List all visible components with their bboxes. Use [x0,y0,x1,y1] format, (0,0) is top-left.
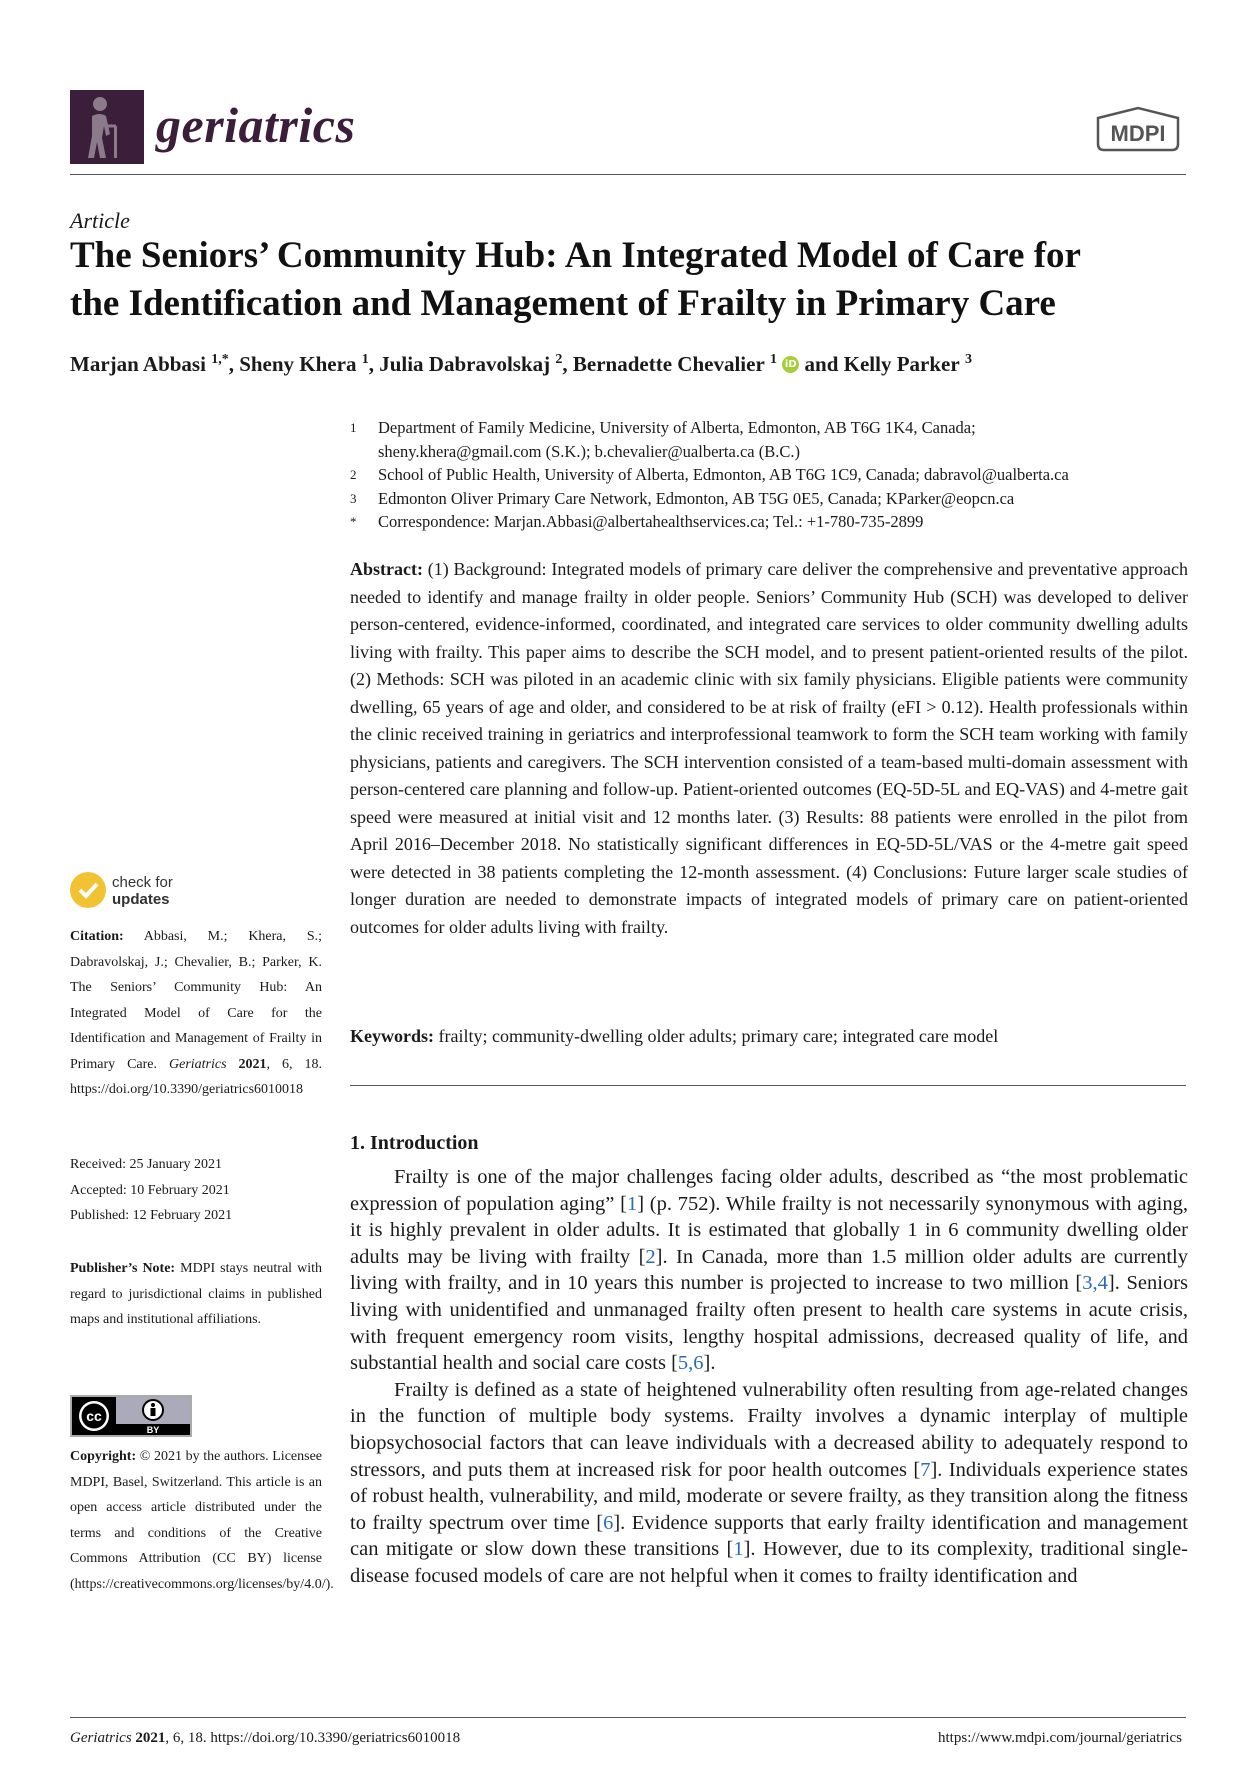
journal-header [70,90,1186,176]
publisher-note-label: Publisher’s Note: [70,1261,176,1276]
mdpi-logo-icon [1092,106,1184,154]
mdpi-logo-text: MDPI [1110,121,1166,146]
abstract-text: (1) Background: Integrated models of primary care deliver the comprehensive and preventative approach needed to identify and manage frailty in older people. Seniors’ Community Hub (SCH) was developed to deliver person-centered, evidence-informed, coordinated, and integrated care services to older community dwelling adults living with frailty. This paper aims to describe the SCH model, and to present patient-oriented results of the pilot. (2) Methods: SCH was piloted in an academic clinic with six family physicians. Eligible patients were community dwelling, 65 years of age and older, and considered to be at risk of frailty (eFI > 0.12). Health professionals within the clinic received training in geriatrics and interprofessional teamwork to form the SCH team working with family physicians, patients and caregivers. The SCH intervention consisted of a team-based multi-domain assessment with person-centered care planning and follow-up. Patient-oriented outcomes (EQ-5D-5L and EQ-VAS) and 4-metre gait speed were measured at initial visit and 12 months later. (3) Results: 88 patients were enrolled in the pilot from April 2016–December 2018. No statistically significant differences in EQ-5D-5L/VAS or the 4-metre gait speed were detected in 38 patients completing the 12-month assessment. (4) Conclusions: Future larger scale studies of longer duration are needed to demonstrate impacts of integrated models of primary care on patient-oriented outcomes for older adults living with frailty. [350,559,1188,937]
affiliation-line[interactable]: sheny.khera@gmail.com (S.K.); b.chevalier@ualberta.ca (B.C.) [378,441,800,461]
affiliation-number: 1 [350,420,357,435]
author-affiliation-sup: 2 [555,352,563,367]
header-divider [70,174,1186,175]
keywords-text: frailty; community-dwelling older adults; primary care; integrated care model [434,1026,999,1046]
footer-citation [70,1730,460,1747]
copyright-text: © 2021 by the authors. Licensee MDPI, Basel, Switzerland. This article is an open access article distributed under the terms and conditions of the Creative Commons Attribution (CC BY) license (https://creativecommons.org/licenses/by/4.0/). [70,1449,334,1592]
author-separator: , [228,352,240,376]
affiliation-item [350,487,1190,511]
abstract-label: Abstract: [350,559,423,579]
check-updates-icon [70,872,106,908]
author-name[interactable]: Sheny Khera [239,352,357,376]
orcid-icon[interactable]: iD [782,356,799,373]
journal-name: geriatrics [156,97,356,153]
affiliation-number: * [350,514,357,529]
title-line-2: the Identification and Management of Frailty in Primary Care [70,283,1056,324]
affiliation-text: School of Public Health, University of Alberta, Edmonton, AB T6G 1C9, Canada; dabravol@ualberta.ca [378,465,1069,484]
author-name[interactable]: Kelly Parker [843,352,960,376]
footer-year: 2021 [131,1730,166,1746]
check-updates-text-bold: updates [112,891,170,908]
title-line-1: The Seniors’ Community Hub: An Integrated Model of Care for [70,235,1081,276]
author-separator: , [562,352,573,376]
check-for-updates-button[interactable] [70,872,250,912]
author-name[interactable]: Julia Dabravolskaj [379,352,551,376]
reference-link[interactable]: 3,4 [1082,1272,1108,1295]
author-affiliation-sup: 1,* [211,352,229,367]
reference-link[interactable]: 6 [603,1511,614,1534]
author-affiliation-sup: 3 [964,352,972,367]
body-paragraph: Frailty is defined as a state of heightened vulnerability often resulting from age-related changes in the function of multiple body systems. Frailty involves a dynamic interplay of multiple biopsychosocial factors that can leave individuals with a decreased ability to adequately respond to stressors, and puts them at increased risk for poor health outcomes [7]. Individuals experience states of robust health, vulnerability, and mild, moderate or severe frailty, as they transition along the fitness to frailty spectrum over time [6]. Evidence supports that early frailty identification and management can mitigate or slow down these transitions [1]. However, due to its complexity, traditional single-disease focused models of care are not helpful when it comes to frailty identification and [350,1378,1188,1587]
correspondence-text: Correspondence: Marjan.Abbasi@albertahealthservices.ca; Tel.: +1-780-735-2899 [378,512,924,531]
correspondence [350,510,1190,534]
svg-text:cc: cc [86,1408,102,1424]
author-affiliation-sup: 1 [770,352,778,367]
published-date: Published: 12 February 2021 [70,1208,233,1223]
citation-label: Citation: [70,929,124,944]
section-heading: 1. Introduction [350,1132,479,1154]
citation-year: 2021 [226,1056,267,1072]
body-paragraph: Frailty is one of the major challenges facing older adults, described as “the most problematic expression of population aging” [1] (p. 752). While frailty is not necessarily synonymous with aging, it is highly prevalent in older adults. It is estimated that globally 1 in 6 community dwelling older adults may be living with frailty [2]. In Canada, more than 1.5 million older adults are currently living with frailty, and in 10 years this number is projected to increase to two million [3,4]. Seniors living with unidentified and unmanaged frailty often present to health care systems in acute crisis, with frequent emergency room visits, lengthy hospital admissions, decreased quality of life, and substantial health and social care costs [5,6]. [350,1166,1189,1375]
affiliation-item [350,416,1190,463]
author-separator: , [368,352,380,376]
author-name[interactable]: Bernadette Chevalier [572,352,765,376]
cc-by-license-icon[interactable] [70,1395,192,1437]
affiliation-line: Department of Family Medicine, University of Alberta, Edmonton, AB T6G 1K4, Canada; [378,418,976,437]
keywords-label: Keywords: [350,1026,434,1046]
keywords [350,1026,1188,1047]
affiliation-number: 2 [350,467,357,482]
citation-doi[interactable]: , 6, 18. https://doi.org/10.3390/geriatrics6010018 [70,1056,323,1097]
author-and: and [799,352,844,376]
check-updates-text: check for [112,874,173,891]
reference-link[interactable]: 1 [626,1192,638,1215]
abstract-divider [350,1085,1186,1086]
article-type: Article [70,208,130,233]
reference-link[interactable]: 1 [733,1538,744,1561]
cc-by-label: BY [146,1425,160,1435]
affiliation-item [350,463,1190,487]
affiliations [350,416,1190,534]
received-date: Received: 25 January 2021 [70,1157,223,1172]
citation-journal: Geriatrics [169,1056,227,1072]
reference-link[interactable]: 2 [645,1245,656,1268]
reference-link[interactable]: 7 [920,1458,931,1481]
introduction-body [350,1164,1188,1590]
copyright-notice [70,1444,334,1597]
author-affiliation-sup: 1 [361,352,369,367]
abstract [350,556,1188,941]
accepted-date: Accepted: 10 February 2021 [70,1182,230,1198]
reference-link[interactable]: 5,6 [677,1352,704,1375]
publisher-note [70,1256,322,1333]
publisher-note-text: MDPI stays neutral with regard to jurisdictional claims in published maps and institutional affiliations. [70,1261,322,1327]
affiliation-number: 3 [350,490,357,506]
author-name[interactable]: Marjan Abbasi [70,352,206,376]
affiliation-text: Edmonton Oliver Primary Care Network, Edmonton, AB T5G 0E5, Canada; KParker@eopcn.ca [378,488,1015,508]
footer-doi[interactable]: , 6, 18. https://doi.org/10.3390/geriatrics6010018 [165,1730,461,1746]
citation-block [70,924,322,1103]
citation-text: Abbasi, M.; Khera, S.; Dabravolskaj, J.; Chevalier, B.; Parker, K. The Seniors’ Community Hub: An Integrated Model of Care for the Identification and Management of Frailty in Primary Care. [70,929,322,1072]
journal-logo-icon [70,90,144,164]
footer-divider [70,1717,1186,1718]
affiliation-text [378,416,1190,463]
copyright-label: Copyright: [70,1449,137,1464]
footer-journal: Geriatrics [70,1730,132,1746]
publication-dates [70,1152,322,1229]
article-title [70,232,1190,328]
footer-journal-url[interactable]: https://www.mdpi.com/journal/geriatrics [938,1730,1182,1746]
author-list [70,352,1190,377]
